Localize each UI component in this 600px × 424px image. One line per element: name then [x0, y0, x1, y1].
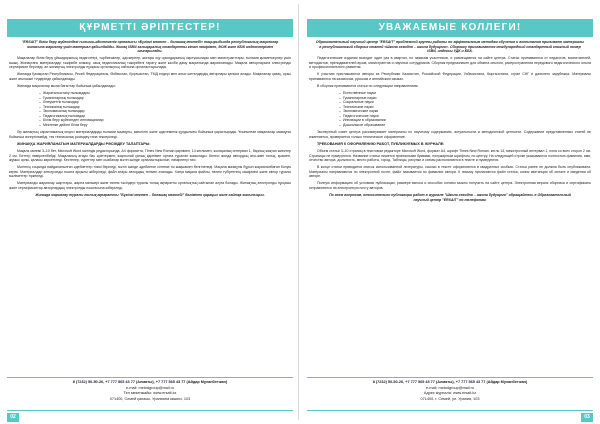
requirements-heading: ЖИНАҚҚА ЖАРИЯЛАНАТЫН МАТЕРИАЛДАРДЫ РӘСІМДЕУ ТАЛАПТАРЫ:: [17, 142, 151, 147]
topic-list: [9, 91, 291, 128]
requirements-paragraph: Материалды жариялау шарттары, жарна мөлшері және төлем тәсілдері туралы толық ақпаратты орталықтың сайтынан алуға болады. Жинақтың электронды нұсқасы және сертификаттар авторлардың электронды поштасына жіберіледі.: [9, 181, 291, 190]
left-page: [7, 0, 293, 424]
topic-item: – Әлеуметтік ғылымдар: [39, 100, 291, 105]
topic-item: – Дошкольное образование: [339, 123, 591, 128]
body-paragraph: К участию приглашаются авторы из Республики Казахстан, Российской Федерации, Узбекистана, Кыргызстана, стран СНГ и дальнего зарубежья. Материалы принимаются на казахском, русском и английском языках.: [309, 72, 591, 81]
page-title: УВАЖАЕМЫЕ КОЛЛЕГИ!: [307, 19, 593, 37]
topic-item: – Инновации в образовании: [339, 118, 591, 123]
body-paragraph: Жинаққа мақалалар мына бағыттар бойынша қабылданады:: [17, 83, 116, 88]
topic-item: – Экономические науки: [339, 109, 591, 114]
page-number: 03: [581, 413, 593, 422]
topic-item: – Білім беру жүйесіндегі инновациялар: [39, 118, 291, 123]
topic-item: – Социальные науки: [339, 100, 591, 105]
closing-note: Жинаққа жариялау туралы толық ақпаратты "Бүгінгі мектеп – болашақ мектебі" бөлімінен қараңыз және сайтқа жазылыңыз.: [35, 192, 265, 197]
contact-footer: [307, 377, 593, 411]
topic-item: – Гуманитарные науки: [339, 96, 591, 101]
page-gutter: [298, 4, 299, 420]
topic-item: – Мектепке дейінгі білім беру: [39, 123, 291, 128]
topic-list: [309, 91, 591, 128]
contact-address: 071400, г. Семей, ул. Урания, 103: [420, 396, 480, 401]
body-paragraph: Әр жинақтың сараптамалық кеңесі материалдарды ғылыми мазмұны, өзектілігі және әдістемелік құндылығы бойынша қарастырады. Ұсынылған мақалалар мазмұны бойынша өзгертілмейді, тек техникалық рәсімдеу ғана тексеріледі.: [9, 130, 291, 139]
contact-address: 071400, Семей қаласы, Уранияна көшесі, 103: [109, 396, 191, 401]
page-body: [9, 40, 291, 200]
contact-footer: [7, 377, 293, 411]
contact-site[interactable]: Адрес журнала: www.ersait.kz: [423, 391, 477, 396]
body-paragraph: Жинаққа Қазақстан Республикасы, Ресей Федерациясы, Өзбекстан, Қырғызстан, ТМД елдері мен алыс шетелдердің авторлары қатыса алады. Мақалалар қазақ, орыс және ағылшын тілдерінде қабылданады.: [9, 72, 291, 81]
closing-note: По всем вопросам, относительно публикации работ в журнале "Школа сегодня – школа будущего" обращайтесь в Образовательный научный центр "ERSAIT" по телефонам.: [329, 192, 571, 202]
topic-item: – Гуманитарлық ғылымдар: [39, 96, 291, 101]
requirements-paragraph: В конце статьи приводится список использованной литературы, ссылки в тексте оформляются в квадратных скобках. Статья ранее не должна быть опубликована. Материалы направляются по электронной почте, файл называется по фамилии автора. К письму прилагаются файл статьи, копия квитанции об оплате и сведения об авторе.: [309, 165, 591, 179]
contact-site[interactable]: Тел мекенжайы: www.ersait.kz: [123, 391, 177, 396]
requirements-paragraph: Мәтіннің соңында пайдаланылған әдебиеттер тізімі беріледі, мәтін ішінде әдебиетке сілтеме тік жақшамен белгіленеді. Мақала мазмұны бұрын жарияланбаған болуы керек. Материалдар электронды пошта арқылы жіберіледі, файл атауы автордың тегімен аталады. Хатқа мақала файлы, төлем түбіртегінің көшірмесі және автор туралы мәліметтер тіркеледі.: [9, 165, 291, 179]
requirements-paragraph: Мақала көлемі 3–10 бет, Microsoft Word мәтіндік редакторында, А4 форматта, Times New Roman қарпімен, 14 кегльмен, жоларалық интервал 1, барлық жақтан жиектер 2 см. Беттер нөмірленбейді. Мақаланың атауы бас әріптермен, жартылай қалың қарпімен ортаға туралап жазылады. Келесі жолда автордың аты-жөні толық, қызметі, жұмыс орны, қаласы көрсетіледі. Кестелер, суреттер мен сызбалар мәтін ішінде орналастырылып, нөмірленуі тиіс.: [9, 149, 291, 163]
body-paragraph: Педагогические издания выходят один раз в квартал, по заявкам участников, и размещаются на сайте центра. Статьи принимаются от педагогов, воспитателей, методистов, преподавателей вузов, магистрантов и научных сотрудников. Сборник предназначен для обмена опытом, распространения передового педагогического опыта и профессионального развития.: [309, 56, 591, 70]
body-paragraph: Мақалалар білім беру ұйымдарының педагогтері, тәрбиешілер, әдіскерлер, жоғары оқу орындарының оқытушылары мен магистранттары, ғылыми қызметкерлер үшін ашық. Жинақтағы материалдар тәжірибе алмасу, озық педагогикалық тәжірибені тарату және кәсіби даму мақсатында жарияланады. Мақала авторларына электронды сертификат беріледі, ал жинақтың электронды нұсқасы орталықтың сайтына орналастырылады.: [9, 56, 291, 70]
requirements-heading: ТРЕБОВАНИЯ К ОФОРМЛЕНИЮ РАБОТ, ПУБЛИКУЕМЫХ В ЖУРНАЛЕ:: [317, 142, 445, 147]
topic-item: – Педагогические науки: [339, 114, 591, 119]
page-body: [309, 40, 591, 205]
topic-item: – Педагогикалық ғылымдар: [39, 114, 291, 119]
requirements-paragraph: Объем статьи 3–10 страниц в текстовом редакторе Microsoft Word, формат А4, шрифт Times New Roman, кегль 14, межстрочный интервал 1, поля со всех сторон 2 см. Страницы не нумеруются. Название статьи пишется прописными буквами, полужирным шрифтом, по центру. На следующей строке указываются полностью фамилия, имя, отчество автора, должность, место работы, город. Таблицы, рисунки и схемы располагаются в тексте и нумеруются.: [309, 149, 591, 163]
topic-item: – Жаратылыстану ғылымдары: [39, 91, 291, 96]
lead-paragraph: "ERSAIT" білім беру жүйесіндегі ғылыми-әдістемелік орталығы «Бүгінгі мектеп – болашақ мектебі» тақырыбында республикалық мақалалар жинағына жариялау үшін материал қабылдайды. Жинақ ISBN халықаралық стандартты кітап нөмірімен, ӘОЖ және КБЖ индекстерімен шығарылады.: [21, 40, 279, 54]
topic-item: – Естественные науки: [339, 91, 591, 96]
lead-paragraph: Образовательный научный центр "ERSAIT" проблемной группы работы по эффективным методам обучения и воспитания принимает материалы в республиканский сборник статей «Школа сегодня – школа будущего». Сборнику присваивается международный стандартный книжный номер ISBN, индексы УДК и ББК.: [315, 40, 585, 54]
topic-item: – Техникалық ғылымдар: [39, 105, 291, 110]
requirements-paragraph: Полную информацию об условиях публикации, размере взноса и способах оплаты можно получить на сайте центра. Электронная версия сборника и сертификаты отправляются на электронную почту авторов.: [309, 181, 591, 190]
body-paragraph: Экспертный совет центра рассматривает материалы по научному содержанию, актуальности и методической ценности. Содержание представленных статей не изменяется, проверяется только техническое оформление.: [309, 130, 591, 139]
body-paragraph: В сборник принимаются статьи по следующим направлениям:: [317, 83, 419, 88]
topic-item: – Экономикалық ғылымдар: [39, 109, 291, 114]
contact-email[interactable]: e-mail: metodgroup@mail.ru: [126, 385, 174, 390]
topic-item: – Технические науки: [339, 105, 591, 110]
page-number: 02: [7, 413, 19, 422]
contact-phones: 8 (7232) 50-50-26, +7 777 565 43 77 (Алматы), +7 777 565 43 77 (Айдар Муханбетжан): [372, 380, 528, 384]
contact-phones: 8 (7232) 50-50-26, +7 777 565 43 77 (Алматы), +7 777 565 43 77 (Айдар Мұханбетжан): [72, 380, 228, 384]
page-title: ҚҰРМЕТТІ ӘРІПТЕСТЕР!: [7, 19, 293, 37]
right-page: [307, 0, 593, 424]
contact-email[interactable]: e-mail: metodgroup@mail.ru: [426, 385, 474, 390]
